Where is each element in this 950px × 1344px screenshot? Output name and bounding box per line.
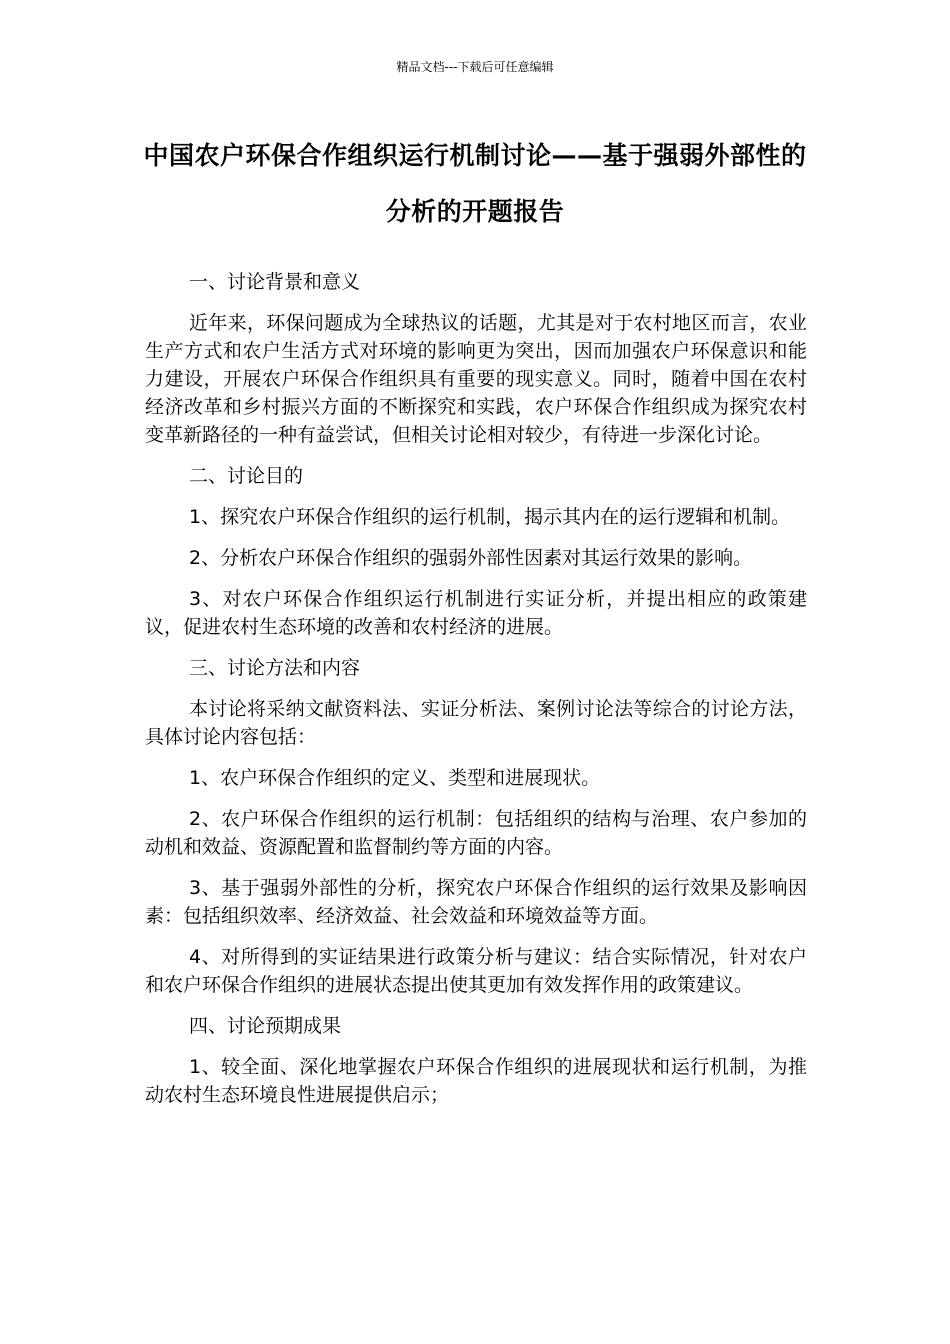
paragraph: 2、分析农户环保合作组织的强弱外部性因素对其运行效果的影响。	[189, 547, 753, 569]
paragraph: 2、农户环保合作组织的运行机制：包括组织的结构与治理、农户参加的动机和效益、资源配置和监督制约等方面的内容。	[145, 808, 807, 858]
paragraph: 3、对农户环保合作组织运行机制进行实证分析，并提出相应的政策建议，促进农村生态环境的改善和农村经济的进展。	[145, 588, 807, 638]
paragraph: 1、探究农户环保合作组织的运行机制，揭示其内在的运行逻辑和机制。	[189, 506, 791, 528]
section-heading: 三、讨论方法和内容	[189, 657, 361, 679]
header-note: 精品文档---下载后可任意编辑	[396, 60, 554, 74]
paragraph: 4、对所得到的实证结果进行政策分析与建议：结合实际情况，针对农户和农户环保合作组织的进展状态提出使其更加有效发挥作用的政策建议。	[145, 946, 807, 996]
section-heading: 一、讨论背景和意义	[189, 271, 361, 293]
section-heading: 四、讨论预期成果	[189, 1015, 342, 1037]
paragraph: 1、农户环保合作组织的定义、类型和进展现状。	[189, 767, 601, 789]
paragraph: 1、较全面、深化地掌握农户环保合作组织的进展现状和运行机制，为推动农村生态环境良性进展提供启示；	[145, 1056, 807, 1106]
section-heading: 二、讨论目的	[189, 465, 304, 487]
paragraph: 3、基于强弱外部性的分析，探究农户环保合作组织的运行效果及影响因素：包括组织效率、经济效益、社会效益和环境效益等方面。	[145, 877, 807, 927]
paragraph: 近年来，环保问题成为全球热议的话题，尤其是对于农村地区而言，农业生产方式和农户生活方式对环境的影响更为突出，因而加强农户环保意识和能力建设，开展农户环保合作组织具有重要的现实意义。同时，随着中国在农村经济改革和乡村振兴方面的不断探究和实践，农户环保合作组织成为探究农村变革新路径的一种有益尝试，但相关讨论相对较少，有待进一步深化讨论。	[145, 312, 807, 446]
paragraph: 本讨论将采纳文献资料法、实证分析法、案例讨论法等综合的讨论方法，具体讨论内容包括：	[145, 698, 807, 748]
document-title: 中国农户环保合作组织运行机制讨论——基于强弱外部性的分析的开题报告	[143, 141, 807, 226]
document-body	[145, 268, 807, 1122]
